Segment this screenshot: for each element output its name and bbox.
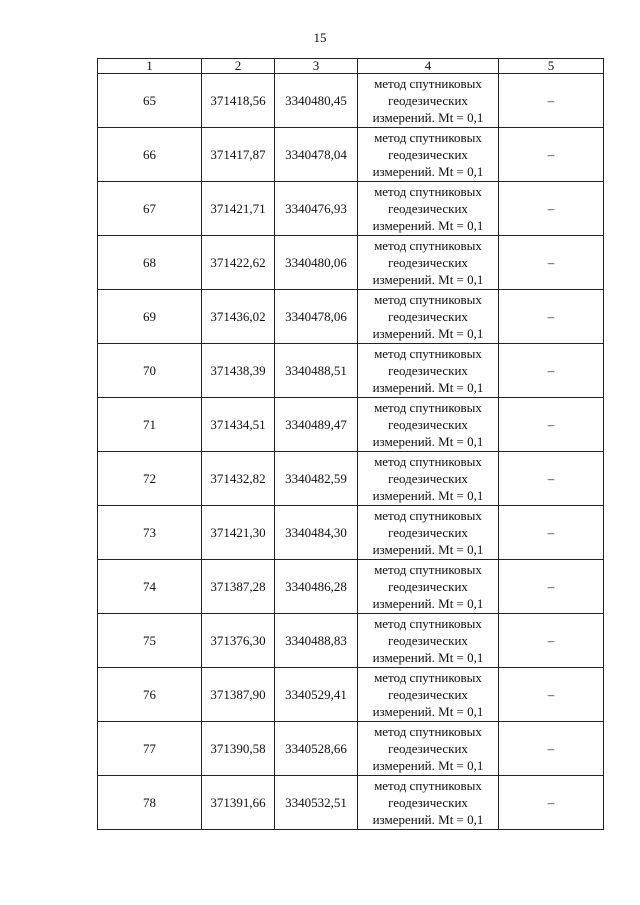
- column-header-3: 3: [275, 59, 358, 74]
- table-row: [98, 776, 604, 830]
- point-number-cell: 76: [98, 668, 202, 722]
- method-cell: метод спутниковых геодезических измерений. Mt = 0,1: [358, 236, 499, 290]
- x-coordinate-cell: 371390,58: [202, 722, 275, 776]
- y-coordinate-cell: 3340478,06: [275, 290, 358, 344]
- column-header-1: 1: [98, 59, 202, 74]
- method-cell: метод спутниковых геодезических измерений. Mt = 0,1: [358, 128, 499, 182]
- note-cell: –: [499, 776, 604, 830]
- y-coordinate-cell: 3340484,30: [275, 506, 358, 560]
- y-coordinate-cell: 3340478,04: [275, 128, 358, 182]
- table-row: [98, 128, 604, 182]
- note-cell: –: [499, 560, 604, 614]
- header-row: [98, 59, 604, 74]
- point-number-cell: 75: [98, 614, 202, 668]
- y-coordinate-cell: 3340488,51: [275, 344, 358, 398]
- x-coordinate-cell: 371418,56: [202, 74, 275, 128]
- note-cell: –: [499, 452, 604, 506]
- table-row: [98, 560, 604, 614]
- x-coordinate-cell: 371421,71: [202, 182, 275, 236]
- method-cell: метод спутниковых геодезических измерений. Mt = 0,1: [358, 74, 499, 128]
- note-cell: –: [499, 398, 604, 452]
- method-cell: метод спутниковых геодезических измерений. Mt = 0,1: [358, 290, 499, 344]
- coordinates-table: [97, 58, 604, 830]
- table-row: [98, 74, 604, 128]
- point-number-cell: 68: [98, 236, 202, 290]
- table-row: [98, 722, 604, 776]
- x-coordinate-cell: 371387,28: [202, 560, 275, 614]
- point-number-cell: 78: [98, 776, 202, 830]
- page-number: 15: [313, 30, 327, 45]
- point-number-cell: 67: [98, 182, 202, 236]
- column-header-4: 4: [358, 59, 499, 74]
- x-coordinate-cell: 371376,30: [202, 614, 275, 668]
- x-coordinate-cell: 371421,30: [202, 506, 275, 560]
- method-cell: метод спутниковых геодезических измерений. Mt = 0,1: [358, 182, 499, 236]
- point-number-cell: 65: [98, 74, 202, 128]
- x-coordinate-cell: 371438,39: [202, 344, 275, 398]
- method-cell: метод спутниковых геодезических измерений. Mt = 0,1: [358, 614, 499, 668]
- x-coordinate-cell: 371387,90: [202, 668, 275, 722]
- x-coordinate-cell: 371422,62: [202, 236, 275, 290]
- note-cell: –: [499, 290, 604, 344]
- table-row: [98, 290, 604, 344]
- method-cell: метод спутниковых геодезических измерений. Mt = 0,1: [358, 560, 499, 614]
- point-number-cell: 70: [98, 344, 202, 398]
- note-cell: –: [499, 614, 604, 668]
- point-number-cell: 71: [98, 398, 202, 452]
- note-cell: –: [499, 74, 604, 128]
- y-coordinate-cell: 3340489,47: [275, 398, 358, 452]
- y-coordinate-cell: 3340482,59: [275, 452, 358, 506]
- method-cell: метод спутниковых геодезических измерений. Mt = 0,1: [358, 668, 499, 722]
- y-coordinate-cell: 3340528,66: [275, 722, 358, 776]
- y-coordinate-cell: 3340532,51: [275, 776, 358, 830]
- note-cell: –: [499, 236, 604, 290]
- note-cell: –: [499, 128, 604, 182]
- point-number-cell: 66: [98, 128, 202, 182]
- table-body: [98, 74, 604, 830]
- method-cell: метод спутниковых геодезических измерений. Mt = 0,1: [358, 344, 499, 398]
- table-row: [98, 236, 604, 290]
- point-number-cell: 77: [98, 722, 202, 776]
- method-cell: метод спутниковых геодезических измерений. Mt = 0,1: [358, 506, 499, 560]
- y-coordinate-cell: 3340480,06: [275, 236, 358, 290]
- point-number-cell: 73: [98, 506, 202, 560]
- y-coordinate-cell: 3340476,93: [275, 182, 358, 236]
- x-coordinate-cell: 371432,82: [202, 452, 275, 506]
- table-row: [98, 668, 604, 722]
- method-cell: метод спутниковых геодезических измерений. Mt = 0,1: [358, 398, 499, 452]
- note-cell: –: [499, 668, 604, 722]
- table-row: [98, 614, 604, 668]
- x-coordinate-cell: 371417,87: [202, 128, 275, 182]
- y-coordinate-cell: 3340480,45: [275, 74, 358, 128]
- table-row: [98, 398, 604, 452]
- column-header-5: 5: [499, 59, 604, 74]
- y-coordinate-cell: 3340486,28: [275, 560, 358, 614]
- table-row: [98, 182, 604, 236]
- x-coordinate-cell: 371391,66: [202, 776, 275, 830]
- point-number-cell: 69: [98, 290, 202, 344]
- table-row: [98, 506, 604, 560]
- column-header-2: 2: [202, 59, 275, 74]
- x-coordinate-cell: 371436,02: [202, 290, 275, 344]
- note-cell: –: [499, 506, 604, 560]
- x-coordinate-cell: 371434,51: [202, 398, 275, 452]
- method-cell: метод спутниковых геодезических измерений. Mt = 0,1: [358, 452, 499, 506]
- point-number-cell: 74: [98, 560, 202, 614]
- table-row: [98, 344, 604, 398]
- note-cell: –: [499, 344, 604, 398]
- method-cell: метод спутниковых геодезических измерений. Mt = 0,1: [358, 722, 499, 776]
- point-number-cell: 72: [98, 452, 202, 506]
- note-cell: –: [499, 182, 604, 236]
- y-coordinate-cell: 3340488,83: [275, 614, 358, 668]
- y-coordinate-cell: 3340529,41: [275, 668, 358, 722]
- table-row: [98, 452, 604, 506]
- note-cell: –: [499, 722, 604, 776]
- method-cell: метод спутниковых геодезических измерений. Mt = 0,1: [358, 776, 499, 830]
